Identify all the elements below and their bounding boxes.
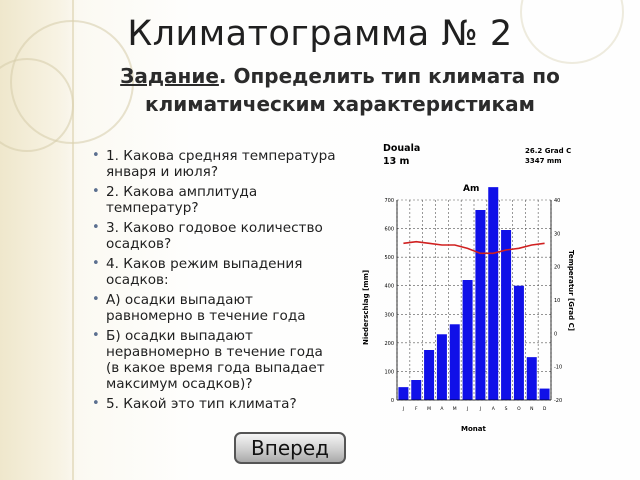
station-name: Douala xyxy=(383,143,421,154)
annual-precipitation: 3347 mm xyxy=(525,157,562,165)
x-tick-label: F xyxy=(414,407,418,412)
precipitation-bar xyxy=(450,324,460,400)
question-item: • 5. Какой это тип климата? xyxy=(90,396,340,412)
y2-tick-label: 10 xyxy=(554,298,561,304)
y-tick-label: 500 xyxy=(384,255,394,262)
slide-title: Климатограмма № 2 xyxy=(127,14,513,54)
y2-axis-title: Temperatur [Grad C] xyxy=(567,250,575,331)
x-tick-label: D xyxy=(542,407,547,412)
precipitation-bar xyxy=(463,280,473,400)
forward-button[interactable]: Вперед xyxy=(234,432,346,464)
y2-tick-label: 20 xyxy=(554,264,561,271)
precipitation-bar xyxy=(398,387,408,400)
temperature-line xyxy=(403,242,544,254)
precipitation-bar xyxy=(501,230,511,400)
x-tick-label: M xyxy=(452,407,457,412)
x-tick-label: S xyxy=(504,407,508,412)
y2-tick-label: 40 xyxy=(554,198,561,204)
precipitation-bar xyxy=(540,389,550,400)
question-item: • 4. Каков режим выпадения осадков: xyxy=(90,256,340,288)
x-tick-label: A xyxy=(491,407,495,412)
question-item: • А) осадки выпадают равномерно в течение года xyxy=(90,292,340,324)
y2-tick-label: -10 xyxy=(554,364,563,371)
x-tick-label: J xyxy=(466,407,469,412)
y-tick-label: 200 xyxy=(384,340,394,347)
task-label: Задание xyxy=(120,64,219,88)
precipitation-bar xyxy=(514,286,524,400)
precipitation-bar xyxy=(475,210,485,400)
precipitation-bar xyxy=(437,334,447,400)
y2-tick-label: 30 xyxy=(554,231,561,238)
y2-tick-label: -20 xyxy=(554,398,563,404)
x-tick-label: M xyxy=(427,407,432,412)
climate-code: Am xyxy=(463,184,480,194)
question-item: • 3. Каково годовое количество осадков? xyxy=(90,220,340,252)
precipitation-bar xyxy=(424,350,434,400)
precipitation-bar xyxy=(527,357,537,400)
task-text xyxy=(80,62,600,118)
y-tick-label: 400 xyxy=(384,283,394,290)
y-tick-label: 0 xyxy=(390,398,394,404)
station-elevation: 13 m xyxy=(383,156,410,167)
y-tick-label: 700 xyxy=(384,198,394,204)
plot-area xyxy=(384,187,562,412)
y-tick-label: 600 xyxy=(384,226,394,233)
x-tick-label: J xyxy=(402,407,405,412)
y-tick-label: 100 xyxy=(384,369,394,376)
precipitation-bar xyxy=(488,187,498,400)
y-tick-label: 300 xyxy=(384,312,394,319)
annual-temperature: 26.2 Grad C xyxy=(525,147,572,155)
question-item: • Б) осадки выпадают неравномерно в течение года (в какое время года выпадает максимум осадков)? xyxy=(90,328,340,392)
y2-tick-label: 0 xyxy=(554,331,558,338)
x-tick-label: J xyxy=(479,407,482,412)
x-axis-title: Monat xyxy=(461,425,486,433)
climate-chart xyxy=(355,140,580,440)
climate-chart-svg xyxy=(355,140,580,440)
question-item: • 1. Какова средняя температура января и июля? xyxy=(90,148,340,180)
x-tick-label: N xyxy=(530,407,534,412)
question-list xyxy=(90,148,340,416)
x-tick-label: A xyxy=(440,407,444,412)
precipitation-bar xyxy=(411,380,421,400)
decorative-line xyxy=(72,0,74,480)
task-description: . Определить тип климата по климатическим характеристикам xyxy=(145,64,560,116)
question-item: • 2. Какова амплитуда температур? xyxy=(90,184,340,216)
y-axis-title: Niederschlag [mm] xyxy=(362,269,370,345)
x-tick-label: O xyxy=(517,407,521,412)
